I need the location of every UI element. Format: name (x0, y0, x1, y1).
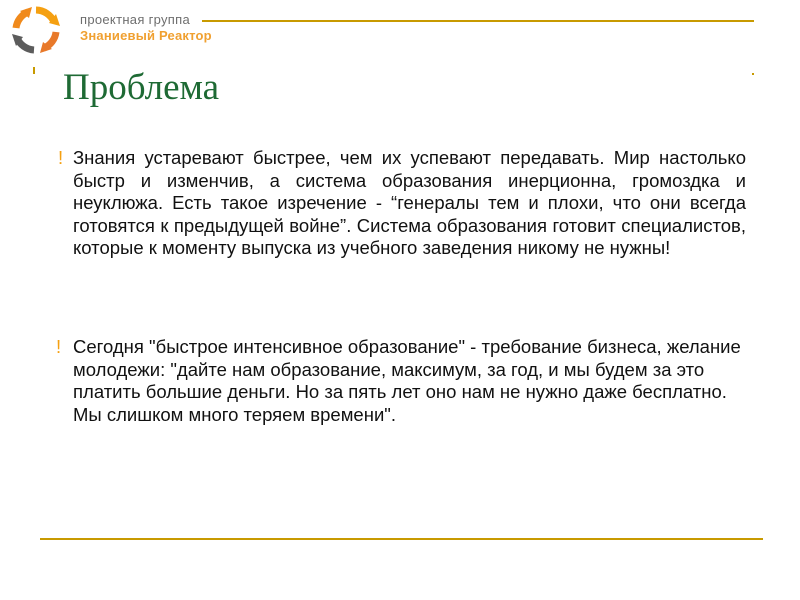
slide-title: Проблема (63, 67, 220, 108)
bottom-divider (40, 538, 763, 540)
company-logo-text (80, 12, 212, 44)
paragraph-2 (56, 336, 753, 426)
logo-line-group: проектная группа (80, 12, 191, 27)
bullet-marker-icon: ! (56, 336, 62, 357)
logo-line-brand: Знаниевый Реактор (80, 28, 212, 43)
circular-arrows-logo-icon (8, 2, 64, 58)
top-divider (202, 20, 754, 22)
right-dot-mark (752, 73, 754, 75)
left-tick-mark (33, 67, 35, 74)
paragraph-1 (58, 147, 746, 260)
bullet-marker-icon: ! (58, 147, 64, 168)
paragraph-2-text: Сегодня "быстрое интенсивное образование" - требование бизнеса, желание молодежи: "дайте нам образование, максимум, за год, и мы будем за это платить большие деньги. Но за пять лет оно нам не нужно даже бесплатно. Мы слишком много теряем времени". (73, 336, 741, 425)
paragraph-1-text: Знания устаревают быстрее, чем их успевают передавать. Мир настолько быстр и изменчив, а система образования инерционна, громоздка и неуклюжа. Есть такое изречение - “генералы тем и плохи, что они всегда готовятся к предыдущей войне”. Система образования готовит специалистов, которые к моменту выпуска из учебного заведения никому не нужны! (73, 147, 746, 258)
